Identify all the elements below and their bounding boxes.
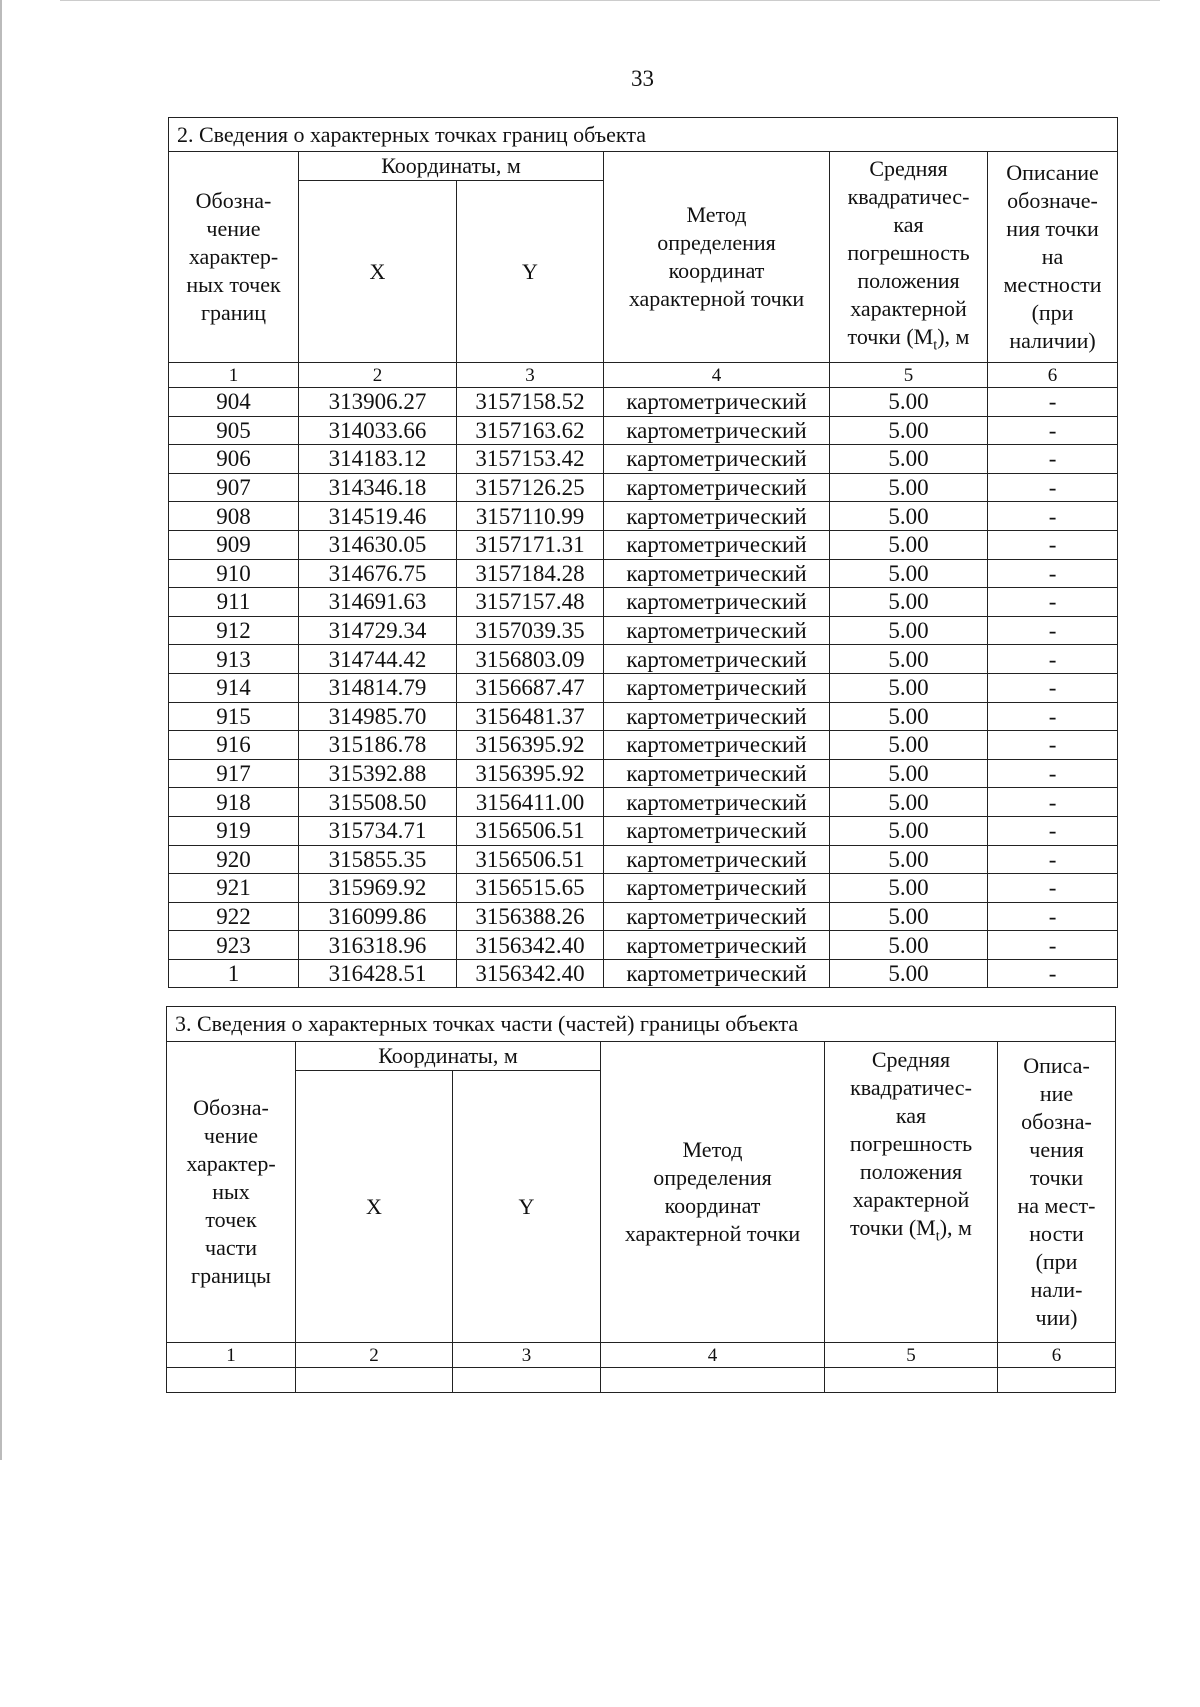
error-cell: 5.00 — [830, 559, 988, 588]
section-2-title: 2. Сведения о характерных точках границ объекта — [169, 118, 1118, 152]
x-coordinate-cell: 314183.12 — [299, 445, 457, 474]
column-number: 6 — [998, 1343, 1116, 1368]
error-cell: 5.00 — [830, 673, 988, 702]
method-cell: картометрический — [604, 559, 830, 588]
x-coordinate-cell: 313906.27 — [299, 388, 457, 417]
table-row — [169, 931, 1118, 960]
header-x: X — [299, 181, 457, 363]
column-number: 1 — [167, 1343, 296, 1368]
point-id-cell: 909 — [169, 530, 299, 559]
method-cell: картометрический — [604, 731, 830, 760]
error-cell: 5.00 — [830, 473, 988, 502]
column-number: 5 — [830, 363, 988, 388]
point-id-cell: 910 — [169, 559, 299, 588]
column-number: 4 — [604, 363, 830, 388]
column-number: 2 — [296, 1343, 453, 1368]
x-coordinate-cell: 314729.34 — [299, 616, 457, 645]
error-cell: 5.00 — [830, 388, 988, 417]
description-cell: - — [988, 388, 1118, 417]
method-cell: картометрический — [604, 388, 830, 417]
y-coordinate-cell: 3156342.40 — [457, 959, 604, 988]
table-cell — [296, 1368, 453, 1393]
method-cell: картометрический — [604, 530, 830, 559]
header-error: Средняя квадратичес- кая погрешность положения характерной точки $(M_t)$, м — [825, 1042, 998, 1343]
method-cell: картометрический — [604, 931, 830, 960]
description-cell: - — [988, 731, 1118, 760]
method-cell: картометрический — [604, 874, 830, 903]
header-x: X — [296, 1071, 453, 1343]
error-cell: 5.00 — [830, 845, 988, 874]
error-cell: 5.00 — [830, 588, 988, 617]
y-coordinate-cell: 3157153.42 — [457, 445, 604, 474]
x-coordinate-cell: 315855.35 — [299, 845, 457, 874]
point-id-cell: 915 — [169, 702, 299, 731]
y-coordinate-cell: 3156395.92 — [457, 731, 604, 760]
point-id-cell: 911 — [169, 588, 299, 617]
error-cell: 5.00 — [830, 959, 988, 988]
description-cell: - — [988, 616, 1118, 645]
header-description: Описа- ние обозна- чения точки на мест- ности (при нали- чии) — [998, 1042, 1116, 1343]
column-number: 6 — [988, 363, 1118, 388]
point-id-cell: 914 — [169, 673, 299, 702]
table-cell — [998, 1368, 1116, 1393]
page-number: 33 — [631, 66, 654, 91]
table-row — [169, 502, 1118, 531]
header-y: Y — [453, 1071, 601, 1343]
y-coordinate-cell: 3157039.35 — [457, 616, 604, 645]
column-number-row — [167, 1343, 1116, 1368]
y-coordinate-cell: 3157126.25 — [457, 473, 604, 502]
description-cell: - — [988, 874, 1118, 903]
table-row — [169, 388, 1118, 417]
description-cell: - — [988, 902, 1118, 931]
table-row — [169, 416, 1118, 445]
x-coordinate-cell: 316099.86 — [299, 902, 457, 931]
section-3-title: 3. Сведения о характерных точках части (частей) границы объекта — [167, 1007, 1116, 1042]
y-coordinate-cell: 3156411.00 — [457, 788, 604, 817]
description-cell: - — [988, 530, 1118, 559]
description-cell: - — [988, 673, 1118, 702]
y-coordinate-cell: 3157163.62 — [457, 416, 604, 445]
error-cell: 5.00 — [830, 502, 988, 531]
error-cell: 5.00 — [830, 731, 988, 760]
description-cell: - — [988, 588, 1118, 617]
point-id-cell: 913 — [169, 645, 299, 674]
error-cell: 5.00 — [830, 530, 988, 559]
table-row — [169, 788, 1118, 817]
error-cell: 5.00 — [830, 874, 988, 903]
method-cell: картометрический — [604, 645, 830, 674]
table-row — [169, 874, 1118, 903]
header-coordinates: Координаты, м — [299, 152, 604, 181]
table-row — [169, 559, 1118, 588]
method-cell: картометрический — [604, 845, 830, 874]
table-row — [169, 588, 1118, 617]
description-cell: - — [988, 502, 1118, 531]
scan-edge-mark — [0, 0, 2, 1460]
method-cell: картометрический — [604, 445, 830, 474]
point-id-cell: 907 — [169, 473, 299, 502]
header-method: Метод определения координат характерной точки — [604, 152, 830, 363]
column-number: 3 — [453, 1343, 601, 1368]
error-cell: 5.00 — [830, 445, 988, 474]
method-cell: картометрический — [604, 473, 830, 502]
point-id-cell: 904 — [169, 388, 299, 417]
x-coordinate-cell: 315969.92 — [299, 874, 457, 903]
point-id-cell: 905 — [169, 416, 299, 445]
description-cell: - — [988, 473, 1118, 502]
error-cell: 5.00 — [830, 788, 988, 817]
table-cell — [167, 1368, 296, 1393]
point-id-cell: 922 — [169, 902, 299, 931]
description-cell: - — [988, 759, 1118, 788]
header-method: Метод определения координат характерной точки — [601, 1042, 825, 1343]
point-id-cell: 923 — [169, 931, 299, 960]
y-coordinate-cell: 3157158.52 — [457, 388, 604, 417]
table-row — [169, 816, 1118, 845]
x-coordinate-cell: 314744.42 — [299, 645, 457, 674]
table-row — [169, 645, 1118, 674]
method-cell: картометрический — [604, 759, 830, 788]
y-coordinate-cell: 3157157.48 — [457, 588, 604, 617]
x-coordinate-cell: 314519.46 — [299, 502, 457, 531]
y-coordinate-cell: 3156687.47 — [457, 673, 604, 702]
column-number: 4 — [601, 1343, 825, 1368]
y-coordinate-cell: 3156506.51 — [457, 845, 604, 874]
table-row — [169, 673, 1118, 702]
x-coordinate-cell: 315392.88 — [299, 759, 457, 788]
column-number-row — [169, 363, 1118, 388]
y-coordinate-cell: 3157110.99 — [457, 502, 604, 531]
table-row — [169, 845, 1118, 874]
part-boundary-points-table — [166, 1006, 1116, 1393]
method-cell: картометрический — [604, 588, 830, 617]
point-id-cell: 912 — [169, 616, 299, 645]
x-coordinate-cell: 314346.18 — [299, 473, 457, 502]
table-cell — [825, 1368, 998, 1393]
table-row — [169, 616, 1118, 645]
error-cell: 5.00 — [830, 902, 988, 931]
description-cell: - — [988, 931, 1118, 960]
x-coordinate-cell: 315734.71 — [299, 816, 457, 845]
boundary-points-table — [168, 117, 1118, 988]
description-cell: - — [988, 959, 1118, 988]
description-cell: - — [988, 702, 1118, 731]
table-row — [169, 530, 1118, 559]
header-coordinates: Координаты, м — [296, 1042, 601, 1071]
point-id-cell: 920 — [169, 845, 299, 874]
error-cell: 5.00 — [830, 645, 988, 674]
error-cell: 5.00 — [830, 416, 988, 445]
column-number: 1 — [169, 363, 299, 388]
table-row — [169, 902, 1118, 931]
method-cell: картометрический — [604, 816, 830, 845]
description-cell: - — [988, 788, 1118, 817]
table-row — [169, 731, 1118, 760]
header-designation: Обозна- чение характер- ных точек части границы — [167, 1042, 296, 1343]
y-coordinate-cell: 3156395.92 — [457, 759, 604, 788]
column-number: 5 — [825, 1343, 998, 1368]
y-coordinate-cell: 3156481.37 — [457, 702, 604, 731]
scan-top-mark — [60, 0, 1160, 1]
method-cell: картометрический — [604, 416, 830, 445]
table-row — [169, 759, 1118, 788]
x-coordinate-cell: 314814.79 — [299, 673, 457, 702]
table-cell — [601, 1368, 825, 1393]
header-designation: Обозна- чение характер- ных точек границ — [169, 152, 299, 363]
y-coordinate-cell: 3156342.40 — [457, 931, 604, 960]
description-cell: - — [988, 845, 1118, 874]
y-coordinate-cell: 3157171.31 — [457, 530, 604, 559]
error-cell: 5.00 — [830, 816, 988, 845]
x-coordinate-cell: 314985.70 — [299, 702, 457, 731]
method-cell: картометрический — [604, 673, 830, 702]
description-cell: - — [988, 445, 1118, 474]
description-cell: - — [988, 416, 1118, 445]
point-id-cell: 919 — [169, 816, 299, 845]
point-id-cell: 918 — [169, 788, 299, 817]
error-cell: 5.00 — [830, 759, 988, 788]
method-cell: картометрический — [604, 502, 830, 531]
table-row — [169, 959, 1118, 988]
table-row — [169, 702, 1118, 731]
point-id-cell: 1 — [169, 959, 299, 988]
x-coordinate-cell: 314033.66 — [299, 416, 457, 445]
column-number: 2 — [299, 363, 457, 388]
x-coordinate-cell: 315186.78 — [299, 731, 457, 760]
point-id-cell: 906 — [169, 445, 299, 474]
x-coordinate-cell: 314676.75 — [299, 559, 457, 588]
method-cell: картометрический — [604, 702, 830, 731]
header-description: Описание обозначе- ния точки на местности (при наличии) — [988, 152, 1118, 363]
table-row — [169, 473, 1118, 502]
x-coordinate-cell: 314691.63 — [299, 588, 457, 617]
table-cell — [453, 1368, 601, 1393]
y-coordinate-cell: 3157184.28 — [457, 559, 604, 588]
table-row — [167, 1368, 1116, 1393]
y-coordinate-cell: 3156506.51 — [457, 816, 604, 845]
point-id-cell: 916 — [169, 731, 299, 760]
error-cell: 5.00 — [830, 616, 988, 645]
error-cell: 5.00 — [830, 702, 988, 731]
point-id-cell: 921 — [169, 874, 299, 903]
point-id-cell: 917 — [169, 759, 299, 788]
point-id-cell: 908 — [169, 502, 299, 531]
y-coordinate-cell: 3156803.09 — [457, 645, 604, 674]
table-row — [169, 445, 1118, 474]
x-coordinate-cell: 315508.50 — [299, 788, 457, 817]
description-cell: - — [988, 559, 1118, 588]
error-cell: 5.00 — [830, 931, 988, 960]
method-cell: картометрический — [604, 616, 830, 645]
y-coordinate-cell: 3156515.65 — [457, 874, 604, 903]
method-cell: картометрический — [604, 902, 830, 931]
header-error: Средняя квадратичес- кая погрешность положения характерной точки $(M_t)$, м — [830, 152, 988, 363]
description-cell: - — [988, 816, 1118, 845]
x-coordinate-cell: 316428.51 — [299, 959, 457, 988]
method-cell: картометрический — [604, 788, 830, 817]
method-cell: картометрический — [604, 959, 830, 988]
x-coordinate-cell: 316318.96 — [299, 931, 457, 960]
column-number: 3 — [457, 363, 604, 388]
header-y: Y — [457, 181, 604, 363]
x-coordinate-cell: 314630.05 — [299, 530, 457, 559]
y-coordinate-cell: 3156388.26 — [457, 902, 604, 931]
description-cell: - — [988, 645, 1118, 674]
